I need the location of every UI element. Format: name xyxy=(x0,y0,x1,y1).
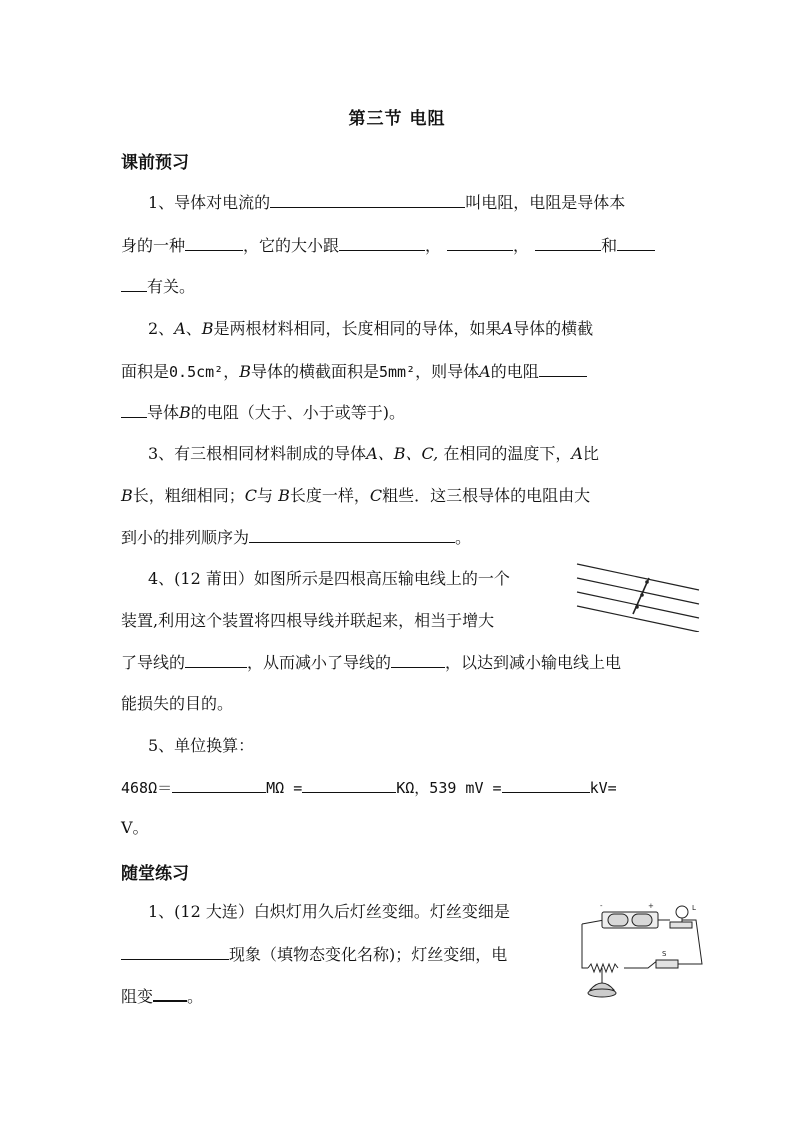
p1-blank-2[interactable] xyxy=(153,985,187,1002)
q3-var-b: B xyxy=(121,486,133,505)
q2-value-area-a: 0.5cm² xyxy=(169,363,224,381)
q1-text: 身的一种 xyxy=(121,236,186,255)
q5-line3: V。 xyxy=(121,818,149,837)
q3-text: 3、有三根相同材料制成的导体 xyxy=(148,444,367,463)
q5-text: kV= xyxy=(589,779,617,797)
power-lines-figure xyxy=(573,560,703,632)
q3-text: 比 xyxy=(582,444,599,463)
q3-line3 xyxy=(121,527,471,548)
q5-line1: 5、单位换算： xyxy=(148,736,255,755)
q2-text: 导体 xyxy=(147,403,180,422)
q5-line2 xyxy=(121,777,617,798)
q3-text: 。 xyxy=(455,528,472,547)
q1-text: ， xyxy=(513,236,530,255)
q4-text: 了导线的 xyxy=(121,653,186,672)
q5-blank-1[interactable] xyxy=(172,777,266,793)
q5-text: 468Ω＝ xyxy=(121,779,173,797)
q2-value-area-b: 5mm² xyxy=(379,363,416,381)
q4-line1: 4、(12 莆田）如图所示是四根高压输电线上的一个 xyxy=(148,569,510,588)
p1-text: 阻变 xyxy=(121,987,154,1006)
q5-blank-3[interactable] xyxy=(502,777,590,793)
q5-blank-2[interactable] xyxy=(302,777,396,793)
q2-var-b: B xyxy=(201,319,214,338)
q4-line2: 装置,利用这个装置将四根导线并联起来，相当于增大 xyxy=(121,611,495,630)
section-heading-preview: 课前预习 xyxy=(121,153,189,173)
q2-blank-1[interactable] xyxy=(539,361,587,377)
q2-text: ， xyxy=(223,362,240,381)
q4-line4: 能损失的目的。 xyxy=(121,694,234,713)
circuit-label-switch: S xyxy=(662,950,667,958)
q2-text: 导体的横截面积是 xyxy=(250,362,379,381)
q2-var-a: A xyxy=(174,319,186,338)
section-heading-practice: 随堂练习 xyxy=(121,864,189,884)
q4-blank-1[interactable] xyxy=(185,652,247,668)
q1-blank-3[interactable] xyxy=(339,235,425,251)
q2-text: 的电阻（大于、小于或等于)。 xyxy=(190,403,406,422)
q2-text: 面积是 xyxy=(121,362,170,381)
q1-text: 有关。 xyxy=(147,277,196,296)
q3-line2 xyxy=(121,486,590,506)
q2-text: 是两根材料相同，长度相同的导体，如果 xyxy=(213,319,502,338)
q2-text: 2、 xyxy=(148,319,175,338)
q1-text: 叫电阻，电阻是导体本 xyxy=(465,193,626,212)
p1-line3 xyxy=(121,985,203,1007)
circuit-label-lamp: L xyxy=(692,904,696,912)
q3-vars: A、B、C, xyxy=(366,444,439,463)
q1-text: ， xyxy=(425,236,442,255)
circuit-figure xyxy=(572,898,707,1006)
q1-text: ，它的大小跟 xyxy=(243,236,340,255)
q2-var-b: B xyxy=(239,362,251,381)
q2-var-a: A xyxy=(501,319,514,338)
q2-text: 的电阻 xyxy=(490,362,539,381)
q3-var-a: A xyxy=(571,444,583,463)
q5-text: KΩ，539 mV = xyxy=(396,779,502,797)
p1-line2 xyxy=(121,944,507,965)
q1-line1 xyxy=(148,192,625,213)
q4-text: ，以达到减小输电线上电 xyxy=(445,653,622,672)
q3-line1 xyxy=(148,444,599,464)
q1-blank-2[interactable] xyxy=(185,235,243,251)
q2-text: ，则导体 xyxy=(415,362,480,381)
p1-blank-1[interactable] xyxy=(121,944,229,960)
q3-text: 长，粗细相同； xyxy=(132,486,245,505)
q3-text: 长度一样， xyxy=(289,486,370,505)
q3-text: 到小的排列顺序为 xyxy=(121,528,250,547)
q3-text: 与 xyxy=(257,486,279,505)
q2-line1 xyxy=(148,319,593,339)
q1-text: 和 xyxy=(601,236,618,255)
q2-text: 导体的横截 xyxy=(513,319,594,338)
p1-text: 现象（填物态变化名称)；灯丝变细，电 xyxy=(229,945,508,964)
q1-blank-4[interactable] xyxy=(447,235,513,251)
circuit-label-plus: + xyxy=(648,902,654,910)
q4-line3 xyxy=(121,652,621,673)
q3-text: 粗些．这三根导体的电阻由大 xyxy=(382,486,591,505)
circuit-label-minus: - xyxy=(600,902,603,910)
q4-text: ，从而减小了导线的 xyxy=(247,653,392,672)
q2-blank-1-cont[interactable] xyxy=(121,402,147,418)
q4-blank-2[interactable] xyxy=(391,652,445,668)
q3-var-b: B xyxy=(278,486,290,505)
q2-var-a: A xyxy=(479,362,491,381)
q1-blank-1[interactable] xyxy=(270,192,465,208)
q1-blank-5[interactable] xyxy=(535,235,601,251)
q2-var-b: B xyxy=(179,403,191,422)
q1-blank-6-cont[interactable] xyxy=(121,276,147,292)
q1-line2 xyxy=(121,235,655,256)
q3-text: 在相同的温度下， xyxy=(438,444,572,463)
q3-blank[interactable] xyxy=(249,527,455,543)
q1-text: 1、导体对电流的 xyxy=(148,193,271,212)
q3-var-c: C xyxy=(369,486,383,505)
q3-var-c: C xyxy=(244,486,258,505)
q1-line3 xyxy=(121,276,195,297)
q2-line3 xyxy=(121,402,405,423)
q5-text: MΩ = xyxy=(266,779,303,797)
p1-line1: 1、(12 大连）白炽灯用久后灯丝变细。灯丝变细是 xyxy=(148,902,510,921)
page-title: 第三节 电阻 xyxy=(348,109,446,129)
q2-line2 xyxy=(121,361,587,382)
q1-blank-6[interactable] xyxy=(617,235,655,251)
q2-text: 、 xyxy=(185,319,202,338)
p1-text: 。 xyxy=(187,987,204,1006)
